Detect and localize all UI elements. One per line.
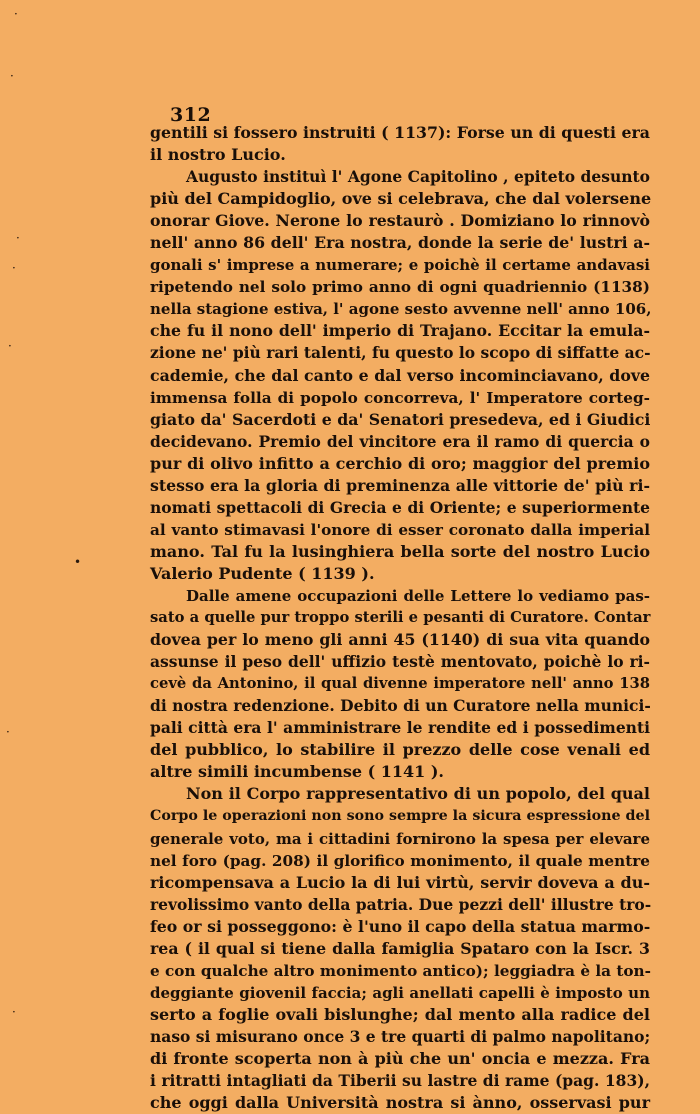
text-line: stesso era la gloria di preminenza alle vittorie de' più ri- <box>150 475 650 495</box>
text-line: Corpo le operazioni non sono sempre la sicura espressione del <box>150 808 650 825</box>
text-line: mano. Tal fu la lusinghiera bella sorte del nostro Lucio <box>150 541 650 561</box>
text-line: pur di olivo infitto a cerchio di oro; maggior del premio <box>150 453 650 473</box>
text-line: al vanto stimavasi l'onore di esser coronato dalla imperial <box>150 520 650 539</box>
scan-speck: · <box>16 231 20 245</box>
text-line: rea ( il qual si tiene dalla famiglia Spataro con la Iscr. 3 <box>150 938 650 958</box>
text-line: ricompensava a Lucio la di lui virtù, servir doveva a du- <box>150 872 650 892</box>
text-line: naso si misurano once 3 e tre quarti di palmo napolitano; <box>150 1026 651 1046</box>
text-line: i ritratti intagliati da Tiberii su lastre di rame (pag. 183), <box>150 1071 650 1091</box>
text-line: generale voto, ma i cittadini fornirono la spesa per elevare <box>150 829 650 848</box>
text-line: più del Campidoglio, ove si celebrava, che dal volersene <box>150 189 652 209</box>
scan-speck: · <box>10 69 14 83</box>
text-line: deggiante giovenil faccia; agli anellati capelli è imposto un <box>150 983 650 1002</box>
text-line: il nostro Lucio. <box>150 145 286 165</box>
text-line: di nostra redenzione. Debito di un Curatore nella munici- <box>150 696 651 716</box>
text-line: serto a foglie ovali bislunghe; dal mento alla radice del <box>150 1004 650 1024</box>
text-line: nella stagione estiva, l' agone sesto avvenne nell' anno 106, <box>150 300 652 319</box>
text-line: gentili si fossero instruiti ( 1137): Forse un di questi era <box>150 123 650 142</box>
text-line: pali città era l' amministrare le rendite ed i possedimenti <box>150 718 650 738</box>
text-line: immensa folla di popolo concorreva, l' Imperatore corteg- <box>150 388 650 407</box>
text-line: ripetendo nel solo primo anno di ogni quadriennio (1138) <box>150 278 650 297</box>
text-line: del pubblico, lo stabilire il prezzo delle cose venali ed <box>150 740 650 760</box>
text-line: zione ne' più rari talenti, fu questo lo scopo di siffatte ac- <box>150 343 651 363</box>
text-line: onorar Giove. Nerone lo restaurò . Domiziano lo rinnovò <box>150 211 650 231</box>
page-number: 312 <box>170 104 212 126</box>
text-line: cademie, che dal canto e dal verso incominciavano, dove <box>150 365 650 385</box>
scan-speck: · <box>14 7 18 21</box>
text-line: Non il Corpo rappresentativo di un popolo, del qual <box>186 784 650 804</box>
text-line: che fu il nono dell' imperio di Trajano. Eccitar la emula- <box>150 321 650 341</box>
text-line: che oggi dalla Università nostra si ànno, osservasi pur <box>150 1093 650 1113</box>
text-line: nel foro (pag. 208) il glorifico monimento, il quale mentre <box>150 851 650 870</box>
text-line: Augusto instituì l' Agone Capitolino , epiteto desunto <box>186 167 650 187</box>
text-line: nell' anno 86 dell' Era nostra, donde la serie de' lustri a- <box>150 233 650 253</box>
text-line: di fronte scoperta non à più che un' oncia e mezza. Fra <box>150 1048 650 1068</box>
text-line: feo or si posseggono: è l'uno il capo della statua marmo- <box>150 916 651 936</box>
scan-speck: · <box>6 725 10 739</box>
text-line: giato da' Sacerdoti e da' Senatori presedeva, ed i Giudici <box>150 409 651 429</box>
text-line: dovea per lo meno gli anni 45 (1140) di sua vita quando <box>150 630 650 650</box>
scan-speck: · <box>8 339 12 353</box>
text-line: sato a quelle pur troppo sterili e pesanti di Curatore. Contar <box>150 609 651 627</box>
text-line: nomati spettacoli di Grecia e di Oriente; e superiormente <box>150 497 650 517</box>
text-line: decidevano. Premio del vincitore era il ramo di quercia o <box>150 431 650 451</box>
text-line: cevè da Antonino, il qual divenne imperatore nell' anno 138 <box>150 675 650 693</box>
text-line: gonali s' imprese a numerare; e poichè il certame andavasi <box>150 256 650 275</box>
scan-speck: · <box>12 1005 16 1019</box>
scan-speck: · <box>12 261 16 275</box>
body-text <box>150 122 650 1114</box>
text-line: Valerio Pudente ( 1139 ). <box>150 563 375 583</box>
text-line: e con qualche altro monimento antico); leggiadra è la ton- <box>150 961 651 980</box>
text-line: assunse il peso dell' uffizio testè mentovato, poichè lo ri- <box>150 652 650 672</box>
text-line: Dalle amene occupazioni delle Lettere lo vediamo pas- <box>186 586 650 605</box>
scan-speck: • <box>74 555 82 569</box>
text-line: revolissimo vanto della patria. Due pezzi dell' illustre tro- <box>150 894 652 914</box>
text-line: altre simili incumbense ( 1141 ). <box>150 762 444 782</box>
